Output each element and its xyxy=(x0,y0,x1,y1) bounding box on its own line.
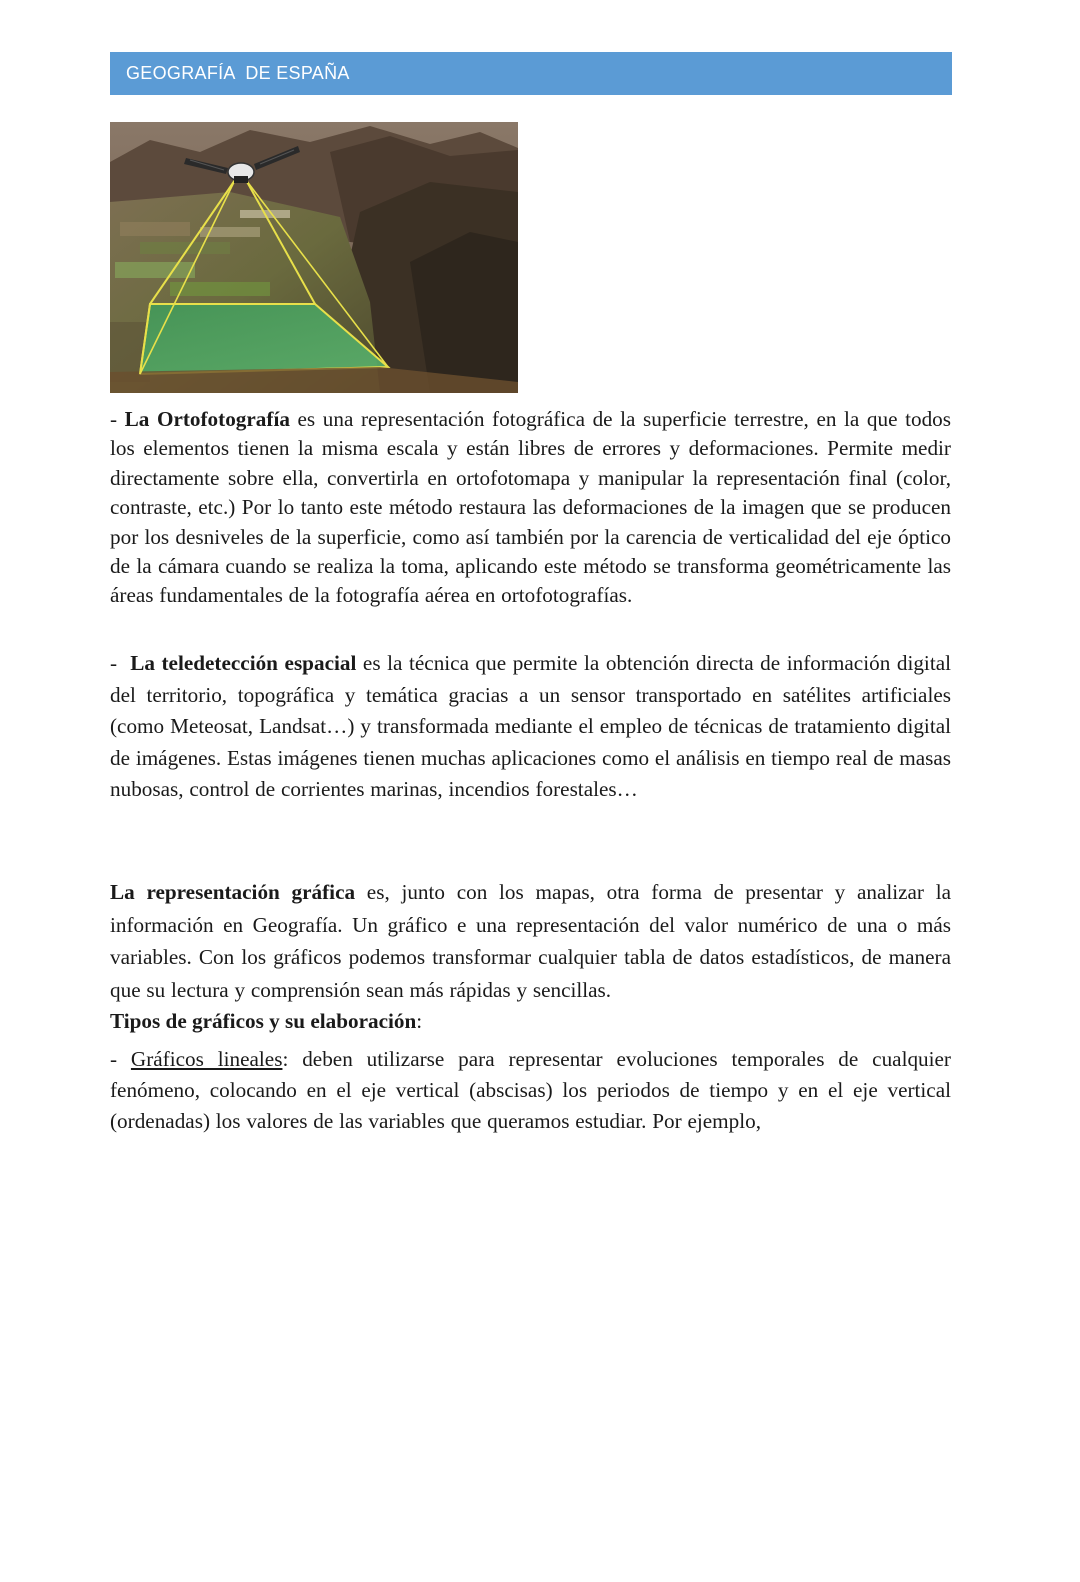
tipos-heading xyxy=(110,1006,422,1036)
header-title: GEOGRAFÍA DE ESPAÑA xyxy=(126,63,350,83)
representacion-paragraph xyxy=(110,876,951,1006)
graficos-lineales-dash: - xyxy=(110,1047,131,1071)
orthophoto-satellite-image xyxy=(110,122,518,393)
teledeteccion-dash: - xyxy=(110,651,131,675)
graficos-lineales-term: Gráficos lineales xyxy=(130,1047,283,1071)
tipos-heading-colon: : xyxy=(416,1009,423,1033)
graficos-lineales-paragraph xyxy=(110,1044,951,1137)
teledeteccion-text: es la técnica que permite la obtención directa de información digital del territorio, topográfica y temática gracias a un sensor transportado en satélites artificiales (como Meteosat, Landsat…) y transformada mediante el empleo de técnicas de tratamiento digital de imágenes. Estas imágenes tienen muchas aplicaciones como el análisis en tiempo real de masas nubosas, control de corrientes marinas, incendios forestales… xyxy=(110,651,951,802)
representacion-text: es, junto con los mapas, otra forma de presentar y analizar la información en Geografía. Un gráfico e una representación del valor numérico de una o más variables. Con los gráficos podemos transformar cualquier tabla de datos estadísticos, de manera que su lectura y comprensión sean más rápidas y sencillas. xyxy=(110,880,951,1002)
graficos-lineales-text: : deben utilizarse para representar evoluciones temporales de cualquier fenómeno, colocando en el eje vertical (abscisas) los periodos de tiempo y en el eje vertical (ordenadas) los valores de las variables que queramos estudiar. Por ejemplo, xyxy=(110,1047,951,1133)
representacion-term: La representación gráfica xyxy=(110,880,356,904)
tipos-heading-text: Tipos de gráficos y su elaboración xyxy=(110,1009,417,1033)
teledeteccion-paragraph xyxy=(110,648,951,806)
ortofotografia-text: es una representación fotográfica de la superficie terrestre, en la que todos los elementos tienen la misma escala y están libres de errores y deformaciones. Permite medir directamente sobre ella, convertirla en ortofotomapa y manipular la representación final (color, contraste, etc.) Por lo tanto este método restaura las deformaciones de la imagen que se producen por los desniveles de la superficie, como así también por la carencia de verticalidad del eje óptico de la cámara cuando se realiza la toma, aplicando este método se transforma geométricamente las áreas fundamentales de la fotografía aérea en ortofotografías. xyxy=(110,407,951,608)
ortofotografia-dash: - xyxy=(110,407,125,431)
ortofotografia-term: La Ortofotografía xyxy=(124,407,290,431)
header-bar xyxy=(110,52,952,95)
ortofotografia-paragraph xyxy=(110,405,951,611)
teledeteccion-term: La teledetección espacial xyxy=(130,651,357,675)
